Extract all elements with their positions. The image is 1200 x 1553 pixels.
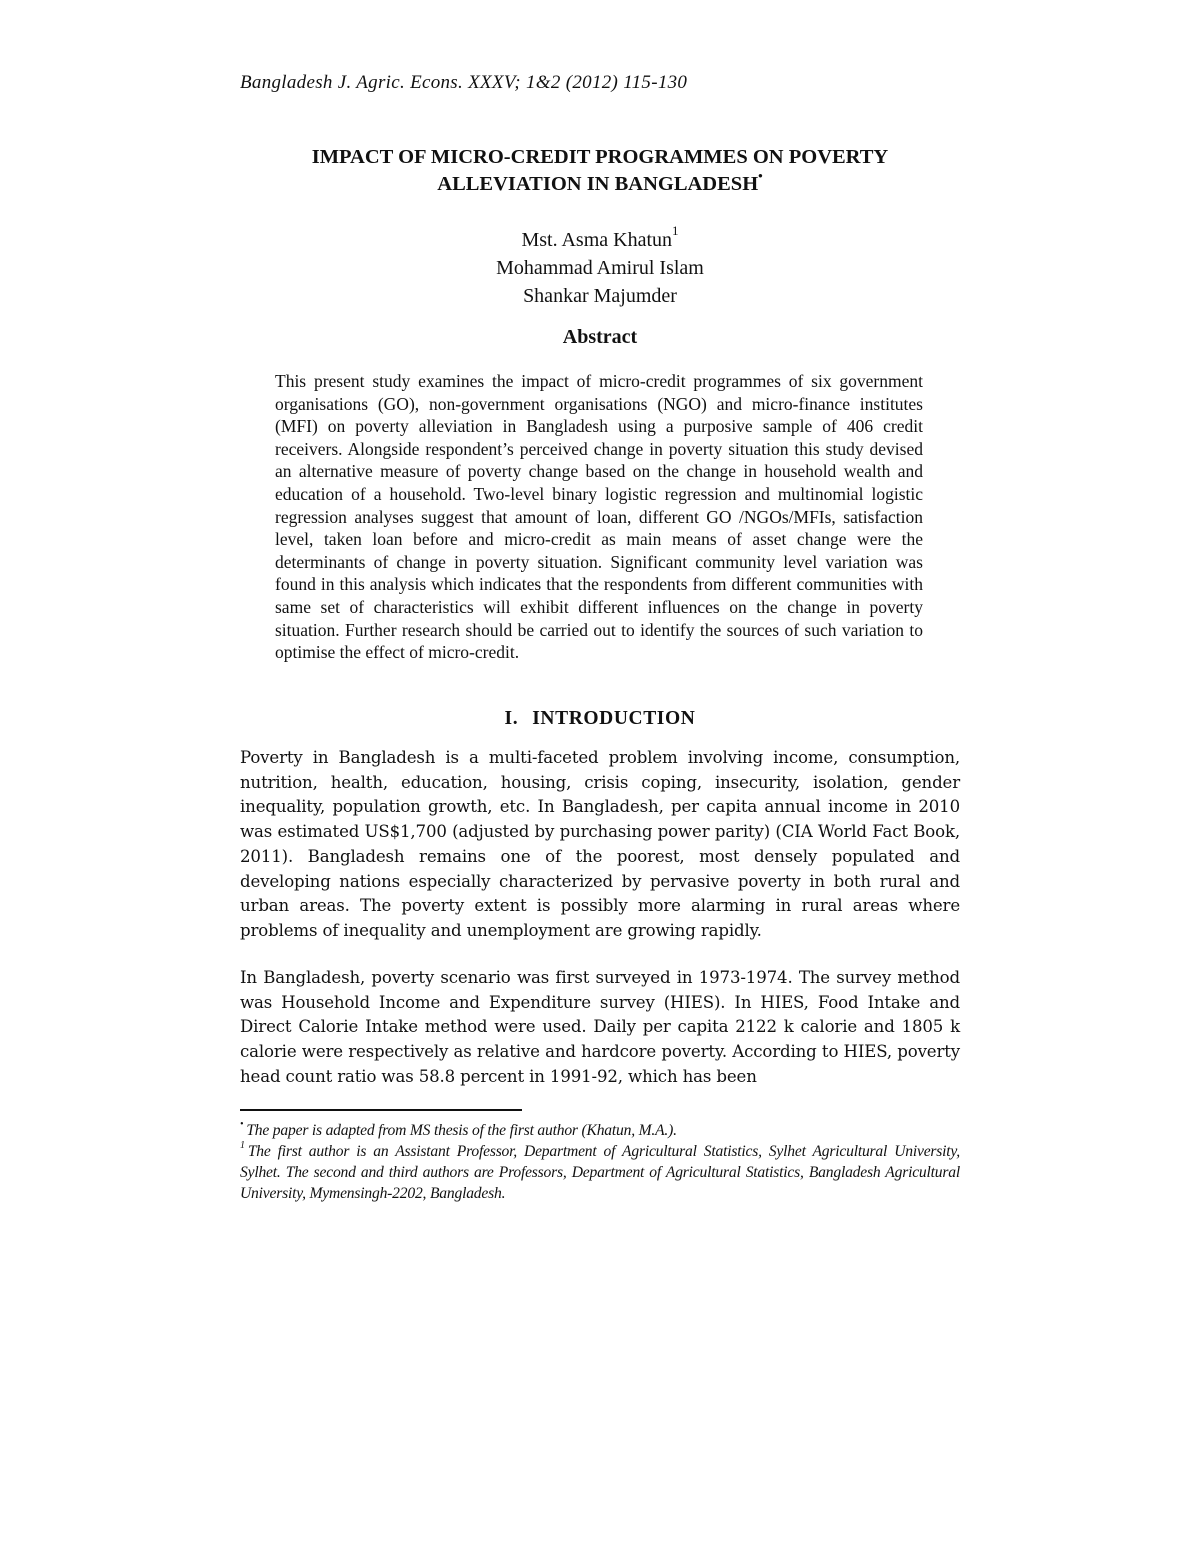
footnotes [240, 1120, 960, 1204]
footnote-marker: • [240, 1118, 244, 1130]
footnote [240, 1141, 960, 1204]
footnote-text: The first author is an Assistant Professor, Department of Agricultural Statistics, Sylhet Agricultural University, Sylhet. The second and third authors are Professors, Department of Agricultural Statistics, Bangladesh Agricultural University, Mymensingh-2202, Bangladesh. [240, 1143, 960, 1202]
body-paragraph: In Bangladesh, poverty scenario was first surveyed in 1973-1974. The survey method was Household Income and Expenditure survey (HIES). In HIES, Food Intake and Direct Calorie Intake method were used. Daily per capita 2122 k calorie and 1805 k calorie were respectively as relative and hardcore poverty. According to HIES, poverty head count ratio was 58.8 percent in 1991-92, which has been [240, 968, 960, 1086]
title-line-2 [200, 168, 1000, 198]
footnote [240, 1120, 960, 1141]
abstract-heading: Abstract [562, 326, 638, 348]
author-name [300, 223, 900, 254]
title-line-1: IMPACT OF MICRO-CREDIT PROGRAMMES ON POVERTY [311, 146, 889, 168]
footnote-text: The paper is adapted from MS thesis of the first author (Khatun, M.A.). [246, 1122, 677, 1139]
body-paragraph: Poverty in Bangladesh is a multi-faceted problem involving income, consumption, nutrition, health, education, housing, crisis coping, insecurity, isolation, gender inequality, population growth, etc. In Bangladesh, per capita annual income in 2010 was estimated US$1,700 (adjusted by purchasing power parity) (CIA World Fact Book, 2011). Bangladesh remains one of the poorest, most densely populated and developing nations especially characterized by pervasive poverty in both rural and urban areas. The poverty extent is possibly more alarming in rural areas where problems of inequality and unemployment are growing rapidly. [240, 748, 960, 940]
section-title: INTRODUCTION [532, 708, 696, 729]
title-footnote-marker: • [758, 168, 763, 184]
author-list [300, 223, 900, 310]
footnote-marker: 1 [240, 1139, 245, 1151]
section-heading [400, 708, 800, 730]
author-footnote-marker: 1 [672, 223, 679, 239]
title-line-2-text: ALLEVIATION IN BANGLADESH [437, 173, 759, 195]
author-name: Mohammad Amirul Islam [496, 257, 704, 279]
running-head: Bangladesh J. Agric. Econs. XXXV; 1&2 (2012) 115-130 [240, 72, 688, 93]
section-number: I. [504, 708, 519, 729]
paper-title [200, 144, 1000, 198]
author-name-text: Mst. Asma Khatun [521, 229, 673, 251]
abstract-text: This present study examines the impact of micro-credit programmes of six government organisations (GO), non-government organisations (NGO) and micro-finance institutes (MFI) on poverty alleviation in Bangladesh using a purposive sample of 406 credit receivers. Alongside respondent’s perceived change in poverty situation this study devised an alternative measure of poverty change based on the change in household wealth and education of a household. Two-level binary logistic regression and multinomial logistic regression analyses suggest that amount of loan, different GO /NGOs/MFIs, satisfaction level, taken loan before and micro-credit as main means of asset change were the determinants of change in poverty situation. Significant community level variation was found in this analysis which indicates that the respondents from different communities with same set of characteristics will exhibit different influences on the change in poverty situation. Further research should be carried out to identify the sources of such variation to optimise the effect of micro-credit. [275, 371, 923, 663]
author-name: Shankar Majumder [523, 285, 677, 307]
footnote-divider [240, 1109, 522, 1111]
